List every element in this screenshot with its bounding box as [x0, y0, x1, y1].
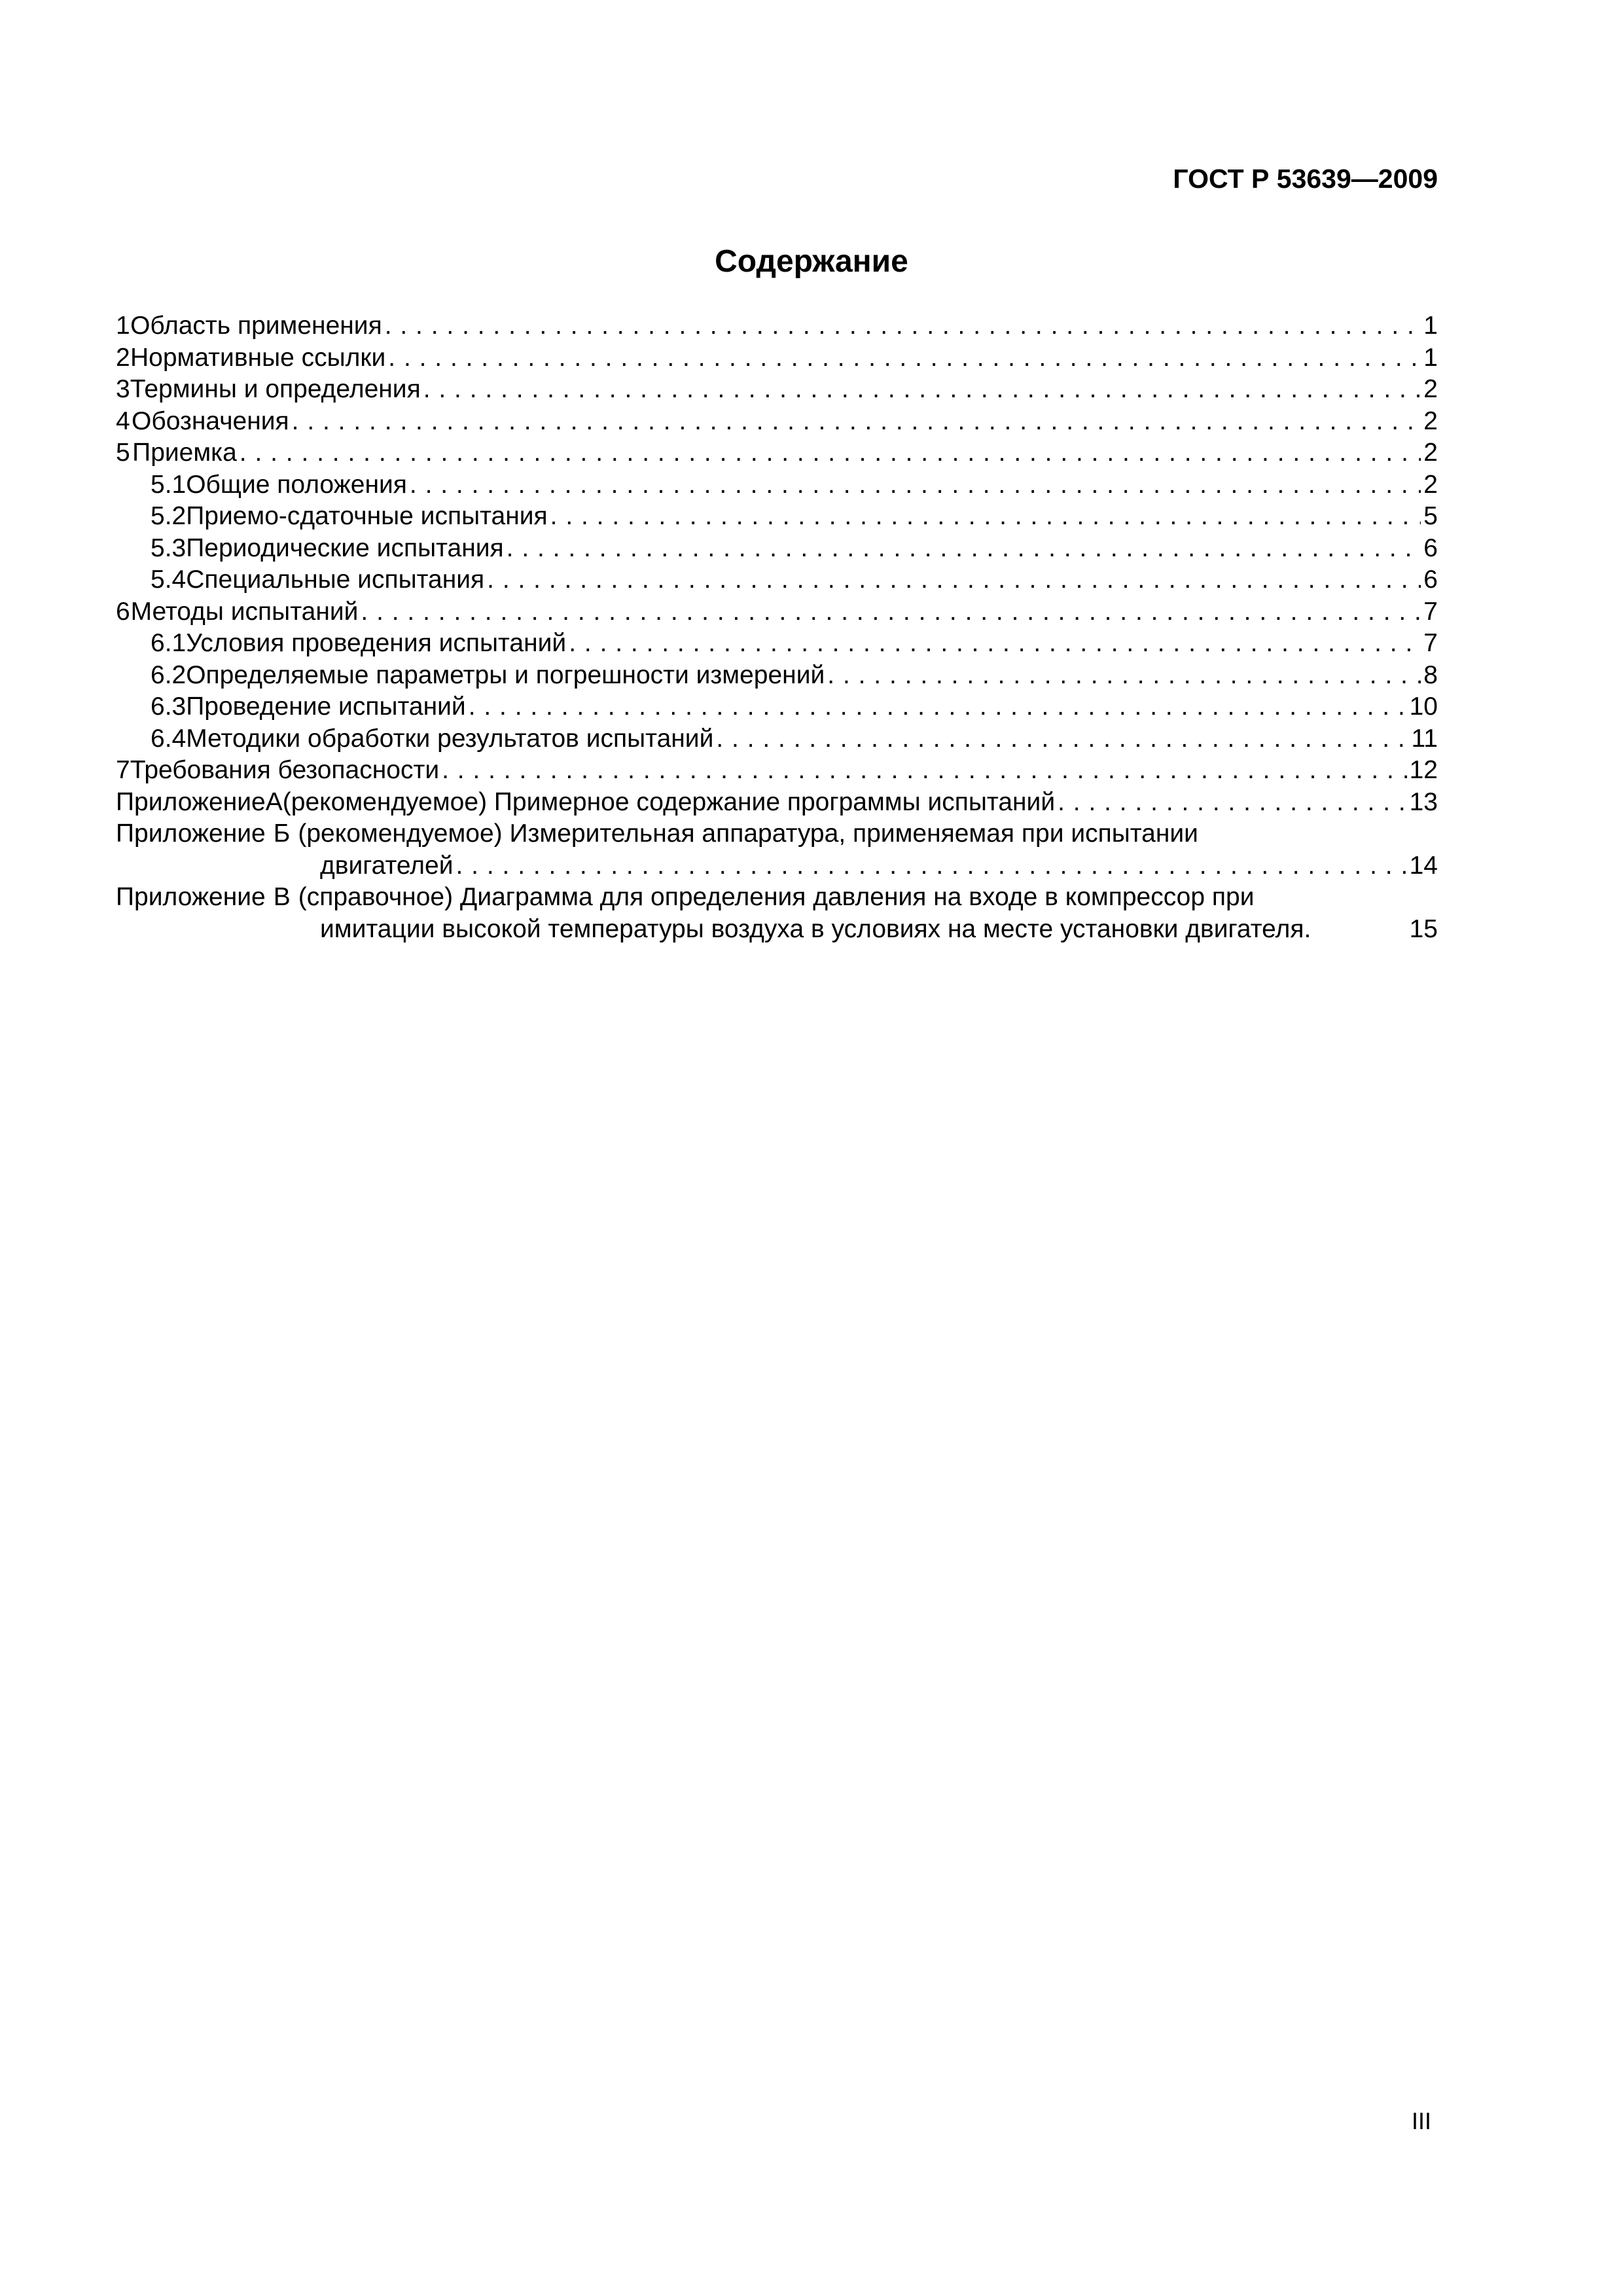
toc-entry[interactable] — [116, 407, 1438, 436]
toc-title: Содержание — [715, 244, 908, 279]
toc-entry-page: 2 — [1423, 375, 1438, 403]
standard-code: ГОСТ Р 53639—2009 — [1173, 164, 1438, 194]
toc-entry-title: Условия проведения испытаний — [186, 629, 567, 657]
toc-entry-title: Периодические испытания — [186, 533, 504, 562]
toc-entry-page: 2 — [1423, 406, 1438, 435]
appendix-letter: Б — [273, 819, 291, 848]
toc-entry[interactable] — [116, 439, 1438, 467]
appendix-label: Приложение — [116, 883, 266, 911]
toc-entry-page: 12 — [1409, 756, 1438, 784]
toc-entry-title: Нормативные ссылки — [130, 343, 386, 372]
toc-subentry[interactable] — [116, 471, 1438, 499]
appendix-title: (справочное) Диаграмма для определения давления на входе в компрессор при — [298, 883, 1255, 911]
toc-subentry[interactable] — [116, 565, 1438, 594]
dot-leader — [550, 502, 1421, 531]
appendix-letter: В — [273, 883, 291, 911]
dot-leader — [442, 756, 1407, 785]
toc-entry-page: 14 — [1409, 851, 1438, 880]
toc-entry[interactable] — [116, 598, 1438, 626]
toc-entry-number: 2 — [116, 343, 130, 372]
appendix-title: (рекомендуемое) Измерительная аппаратура, применяемая при испытании — [298, 819, 1198, 848]
toc-subentry[interactable] — [116, 692, 1438, 721]
toc-entry-title: Термины и определения — [130, 375, 421, 403]
toc-entry-title: Определяемые параметры и погрешности измерений — [186, 660, 825, 689]
page-number: III — [1411, 2108, 1431, 2134]
toc-appendix-a[interactable] — [116, 788, 1438, 817]
toc-entry-title: Приемо-сдаточные испытания — [186, 502, 548, 530]
toc-entry[interactable] — [116, 375, 1438, 404]
toc-entry-number: 7 — [116, 756, 130, 784]
dot-leader — [385, 312, 1421, 340]
appendix-title-continuation: имитации высокой температуры воздуха в условиях на месте установки двигателя. — [320, 914, 1311, 943]
toc-subentry[interactable] — [116, 534, 1438, 563]
toc-entry-number: 6.2 — [151, 660, 187, 689]
toc-entry-page: 6 — [1423, 565, 1438, 594]
toc-entry-page: 6 — [1423, 533, 1438, 562]
dot-leader — [361, 598, 1421, 626]
toc-entry-title: Область применения — [130, 312, 382, 340]
toc-entry-title: Обозначения — [132, 406, 289, 435]
dot-leader — [469, 692, 1407, 721]
toc-subentry[interactable] — [116, 502, 1438, 531]
appendix-letter: А — [265, 787, 283, 816]
toc-entry[interactable] — [116, 312, 1438, 340]
toc-entry-title: Общие положения — [186, 470, 407, 499]
toc-subentry[interactable] — [116, 661, 1438, 690]
toc-entry-title: Приемка — [132, 439, 237, 467]
toc-entry-number: 6.4 — [151, 724, 187, 753]
toc-entry-number: 1 — [116, 312, 130, 340]
dot-leader — [240, 439, 1421, 467]
dot-leader — [507, 534, 1421, 563]
toc-entry-title: Специальные испытания — [186, 565, 485, 594]
toc-entry-title: Методы испытаний — [130, 597, 359, 626]
toc-entry-page: 7 — [1423, 597, 1438, 626]
toc-entry-number: 5.2 — [151, 502, 187, 530]
appendix-title-continuation: двигателей — [320, 851, 454, 880]
dot-leader — [569, 629, 1421, 658]
toc-entry-title: Методики обработки результатов испытаний — [186, 724, 714, 753]
dot-leader — [487, 565, 1421, 594]
dot-leader — [423, 375, 1421, 404]
toc-entry-number: 6.3 — [151, 692, 187, 721]
toc-entry-number: 5.1 — [151, 470, 187, 499]
appendix-label: Приложение — [116, 787, 266, 816]
toc-subentry[interactable] — [116, 725, 1438, 753]
toc-entry-title: Требования безопасности — [130, 756, 440, 784]
dot-leader — [456, 852, 1407, 880]
toc-entry-page: 2 — [1423, 470, 1438, 499]
toc-appendix-v[interactable] — [116, 883, 1438, 944]
toc-entry-number: 3 — [116, 375, 130, 403]
appendix-title: (рекомендуемое) Примерное содержание программы испытаний — [282, 787, 1056, 816]
toc-entry-page: 10 — [1409, 692, 1438, 721]
dot-leader — [716, 725, 1408, 753]
dot-leader — [1058, 788, 1406, 817]
toc-entry-page: 5 — [1423, 502, 1438, 530]
dot-leader — [410, 471, 1421, 499]
dot-leader — [292, 407, 1421, 436]
toc-entry-number: 5.4 — [151, 565, 187, 594]
table-of-contents — [116, 312, 1438, 944]
toc-entry-page: 8 — [1423, 660, 1438, 689]
toc-entry-page: 2 — [1423, 439, 1438, 467]
toc-entry-number: 6 — [116, 597, 130, 626]
dot-leader — [388, 344, 1421, 372]
toc-subentry[interactable] — [116, 629, 1438, 658]
toc-entry-page: 11 — [1411, 724, 1438, 753]
toc-entry-title: Проведение испытаний — [186, 692, 466, 721]
toc-entry-page: 1 — [1423, 312, 1438, 340]
dot-leader — [827, 661, 1421, 690]
toc-entry[interactable] — [116, 756, 1438, 785]
toc-entry-page: 7 — [1423, 629, 1438, 657]
toc-entry-number: 5 — [116, 439, 130, 467]
toc-appendix-b[interactable] — [116, 819, 1438, 880]
toc-entry-page: 13 — [1409, 787, 1438, 816]
toc-entry-number: 6.1 — [151, 629, 187, 657]
toc-entry-number: 4 — [116, 406, 130, 435]
toc-entry[interactable] — [116, 344, 1438, 372]
toc-entry-page: 1 — [1423, 343, 1438, 372]
appendix-label: Приложение — [116, 819, 266, 848]
toc-entry-number: 5.3 — [151, 533, 187, 562]
toc-entry-page: 15 — [1409, 914, 1438, 943]
